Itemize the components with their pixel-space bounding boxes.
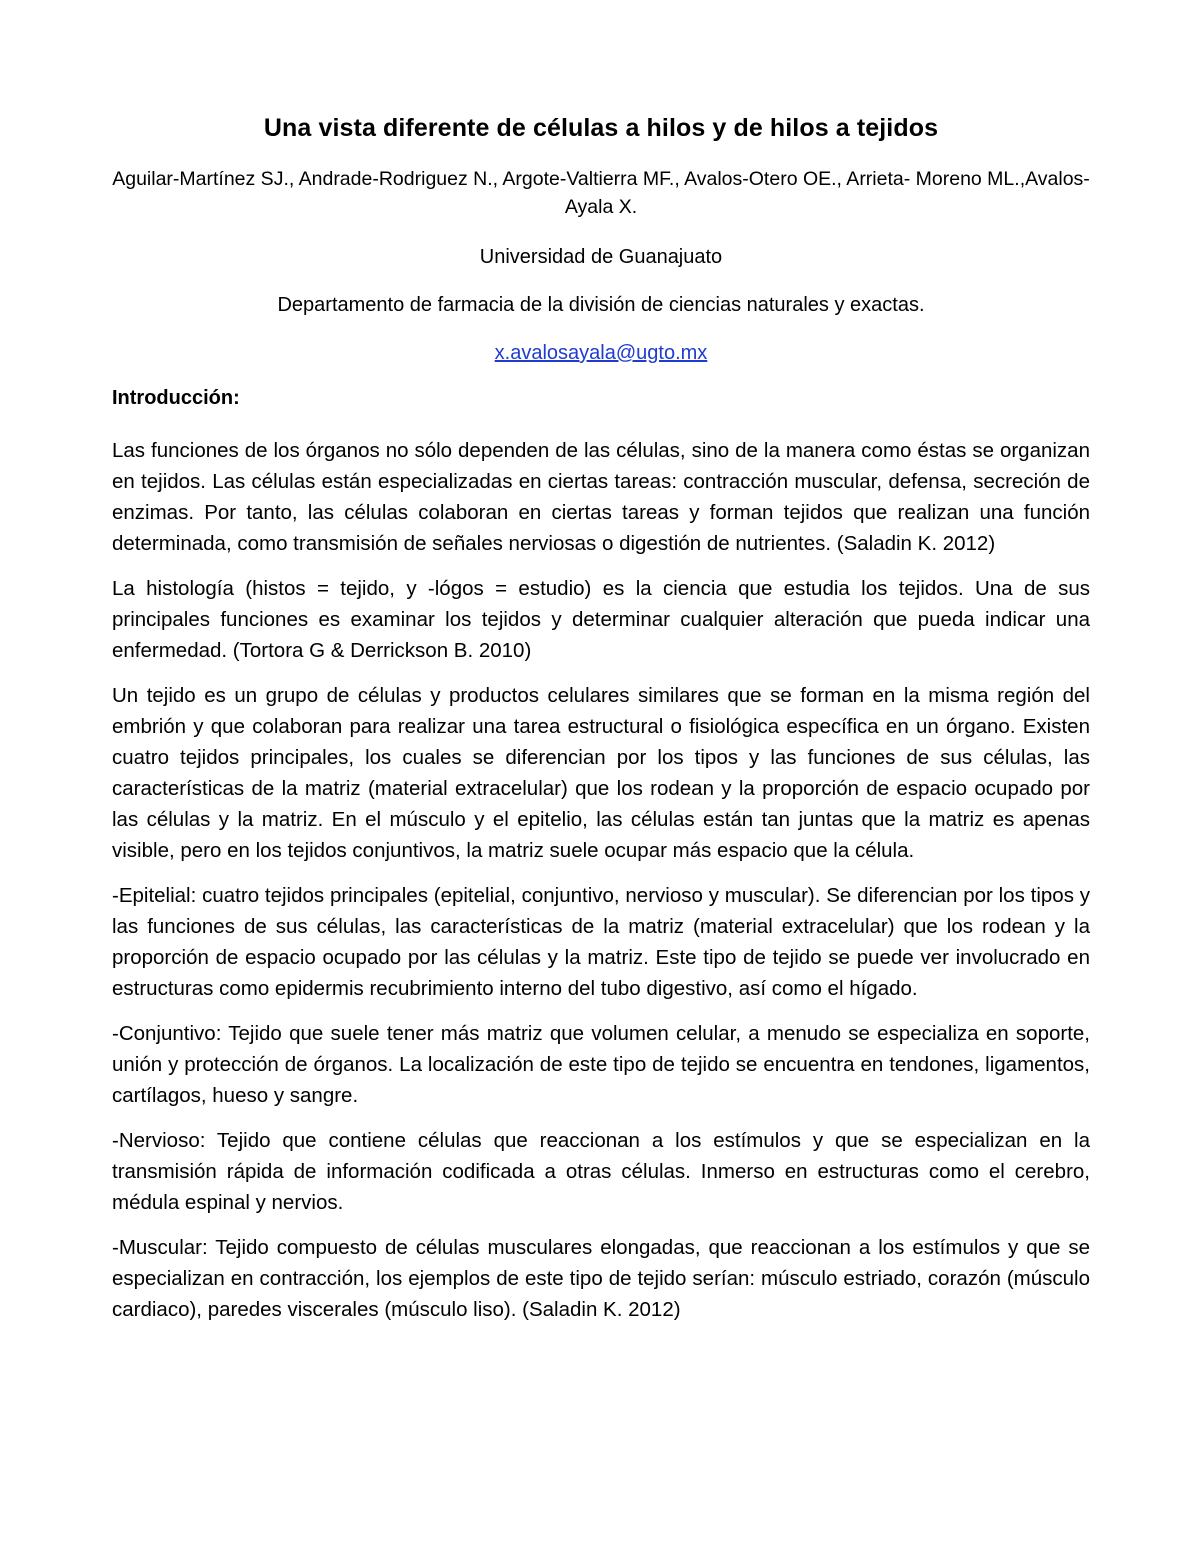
paragraph: -Epitelial: cuatro tejidos principales (epitelial, conjuntivo, nervioso y muscular). Se diferencian por los tipos y las funciones de sus células, las características de la matriz (material extracelular) que los rodean y la proporción de espacio ocupado por las células y la matriz. Este tipo de tejido se puede ver involucrado en estructuras como epidermis recubrimiento interno del tubo digestivo, así como el hígado. — [112, 884, 1090, 1000]
department: Departamento de farmacia de la división de ciencias naturales y exactas. — [277, 294, 925, 316]
author-list: Aguilar-Martínez SJ., Andrade-Rodriguez N., Argote-Valtierra MF., Avalos-Otero OE., Arrieta- Moreno ML.,Avalos-Ayala X. — [112, 168, 1090, 218]
paragraph: Un tejido es un grupo de células y productos celulares similares que se forman en la misma región del embrión y que colaboran para realizar una tarea estructural o fisiológica específica en un órgano. Existen cuatro tejidos principales, los cuales se diferencian por los tipos y las funciones de sus células, las características de la matriz (material extracelular) que los rodean y la proporción de espacio ocupado por las células y la matriz. En el músculo y el epitelio, las células están tan juntas que la matriz es apenas visible, pero en los tejidos conjuntivos, la matriz suele ocupar más espacio que la célula. — [112, 684, 1090, 862]
document-title: Una vista diferente de células a hilos y de hilos a tejidos — [263, 114, 939, 142]
email-line — [112, 339, 1090, 367]
paragraph: -Muscular: Tejido compuesto de células musculares elongadas, que reaccionan a los estímulos y que se especializan en contracción, los ejemplos de este tipo de tejido serían: músculo estriado, corazón (músculo cardiaco), paredes viscerales (músculo liso). (Saladin K. 2012) — [112, 1236, 1090, 1321]
institution: Universidad de Guanajuato — [479, 246, 723, 268]
paragraph: Las funciones de los órganos no sólo dependen de las células, sino de la manera como éstas se organizan en tejidos. Las células están especializadas en ciertas tareas: contracción muscular, defensa, secreción de enzimas. Por tanto, las células colaboran en ciertas tareas y forman tejidos que realizan una función determinada, como transmisión de señales nerviosas o digestión de nutrientes. (Saladin K. 2012) — [112, 439, 1090, 555]
paragraph: -Conjuntivo: Tejido que suele tener más matriz que volumen celular, a menudo se especializa en soporte, unión y protección de órganos. La localización de este tipo de tejido se encuentra en tendones, ligamentos, cartílagos, hueso y sangre. — [112, 1022, 1090, 1107]
paragraph: -Nervioso: Tejido que contiene células que reaccionan a los estímulos y que se especializan en la transmisión rápida de información codificada a otras células. Inmerso en estructuras como el cerebro, médula espinal y nervios. — [112, 1129, 1090, 1214]
email-link[interactable]: x.avalosayala@ugto.mx — [494, 342, 708, 364]
section-heading: Introducción: — [112, 387, 240, 409]
paragraph: La histología (histos = tejido, y -lógos = estudio) es la ciencia que estudia los tejidos. Una de sus principales funciones es examinar los tejidos y determinar cualquier alteración que pueda indicar una enfermedad. (Tortora G & Derrickson B. 2010) — [112, 577, 1090, 662]
